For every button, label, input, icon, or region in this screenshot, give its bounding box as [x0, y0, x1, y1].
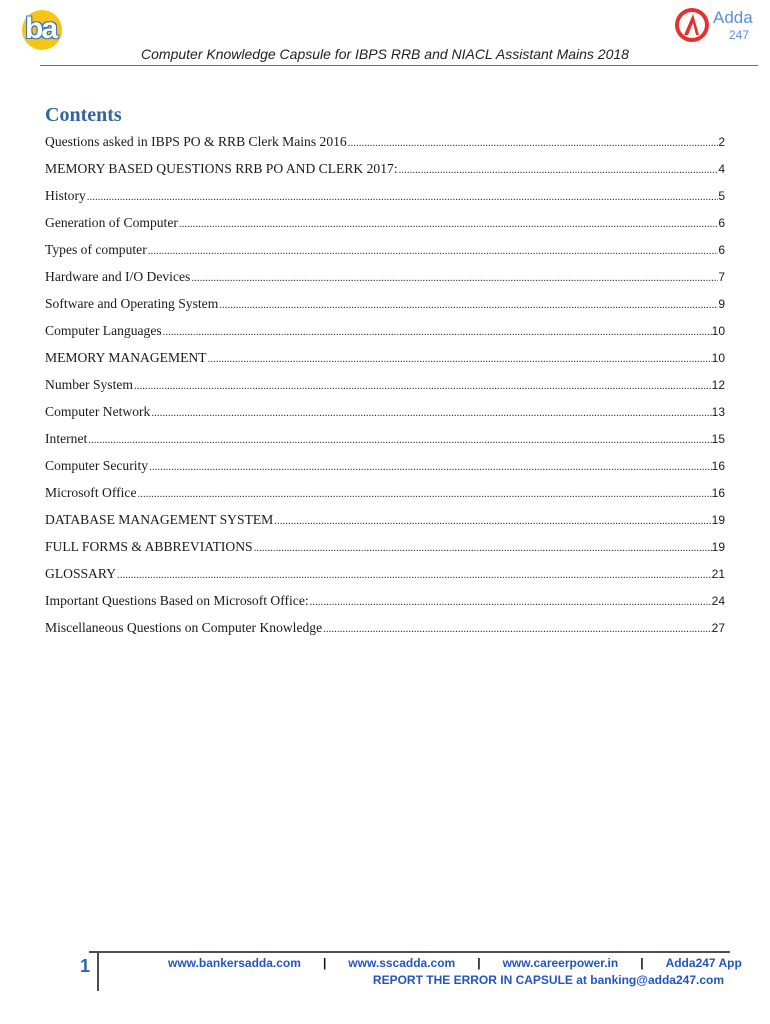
toc-entry[interactable] — [45, 155, 725, 182]
toc-entry[interactable] — [45, 371, 725, 398]
toc-entry[interactable] — [45, 452, 725, 479]
toc-entry-title[interactable]: Number System — [45, 377, 133, 392]
toc-dot-leader — [147, 238, 719, 263]
toc-entry-title[interactable]: Questions asked in IBPS PO & RRB Clerk Mains 2016 — [45, 134, 347, 149]
toc-dot-leader — [116, 562, 712, 587]
toc-entry-title[interactable]: Computer Network — [45, 404, 151, 419]
toc-entry-page[interactable]: 10 — [711, 351, 725, 365]
toc-entry-page[interactable]: 10 — [711, 324, 725, 338]
toc-entry-page[interactable]: 13 — [711, 405, 725, 419]
toc-entry-page[interactable]: 6 — [718, 216, 725, 230]
toc-dot-leader — [347, 130, 719, 155]
adda247-logo-subtext: 247 — [729, 28, 750, 42]
toc-entry-page[interactable]: 15 — [711, 432, 725, 446]
toc-entry[interactable] — [45, 614, 725, 641]
toc-entry-page[interactable]: 6 — [718, 243, 725, 257]
footer-vertical-divider — [97, 951, 99, 991]
bankersadda-logo-text: ba — [25, 12, 57, 45]
toc-entry-page[interactable]: 19 — [711, 513, 725, 527]
toc-dot-leader — [322, 616, 712, 641]
toc-entry-title[interactable]: Generation of Computer — [45, 215, 178, 230]
header-divider — [40, 65, 758, 66]
toc-dot-leader — [150, 400, 711, 425]
toc-entry[interactable] — [45, 533, 725, 560]
toc-entry-page[interactable]: 5 — [718, 189, 725, 203]
toc-entry[interactable] — [45, 560, 725, 587]
toc-entry-title[interactable]: Types of computer — [45, 242, 147, 257]
capsule-title: Computer Knowledge Capsule for IBPS RRB and NIACL Assistant Mains 2018 — [141, 46, 629, 62]
adda247-logo-text: Adda — [713, 8, 753, 27]
toc-entry-page[interactable]: 21 — [711, 567, 725, 581]
toc-entry-title[interactable]: GLOSSARY — [45, 566, 117, 581]
footer-divider — [89, 951, 730, 953]
toc-entry-title[interactable]: Hardware and I/O Devices — [45, 269, 191, 284]
toc-dot-leader — [309, 589, 712, 614]
toc-entry-page[interactable]: 7 — [718, 270, 725, 284]
toc-dot-leader — [133, 373, 712, 398]
toc-entry-title[interactable]: Miscellaneous Questions on Computer Knowledge — [45, 620, 323, 635]
table-of-contents — [45, 128, 725, 641]
toc-entry-page[interactable]: 9 — [718, 297, 725, 311]
toc-entry-title[interactable]: FULL FORMS & ABBREVIATIONS — [45, 539, 253, 554]
adda247-logo — [672, 4, 762, 46]
toc-entry-title[interactable]: History — [45, 188, 86, 203]
toc-entry-title[interactable]: MEMORY MANAGEMENT — [45, 350, 207, 365]
toc-entry-page[interactable]: 16 — [711, 486, 725, 500]
footer-separator: | — [322, 956, 327, 970]
toc-dot-leader — [136, 481, 711, 506]
toc-entry[interactable] — [45, 317, 725, 344]
report-error-notice: REPORT THE ERROR IN CAPSULE at banking@adda247.com — [372, 973, 724, 987]
toc-entry-page[interactable]: 2 — [718, 135, 725, 149]
toc-entry[interactable] — [45, 479, 725, 506]
toc-entry[interactable] — [45, 182, 725, 209]
toc-entry[interactable] — [45, 236, 725, 263]
toc-dot-leader — [86, 184, 719, 209]
link-sscadda[interactable]: www.sscadda.com — [348, 956, 456, 970]
toc-entry-title[interactable]: Computer Security — [45, 458, 149, 473]
toc-dot-leader — [207, 346, 712, 371]
toc-dot-leader — [253, 535, 712, 560]
toc-entry-page[interactable]: 19 — [711, 540, 725, 554]
toc-entry-title[interactable]: Computer Languages — [45, 323, 162, 338]
toc-entry[interactable] — [45, 290, 725, 317]
link-careerpower[interactable]: www.careerpower.in — [502, 956, 619, 970]
toc-dot-leader — [273, 508, 711, 533]
toc-entry[interactable] — [45, 425, 725, 452]
footer-links — [168, 956, 742, 970]
toc-dot-leader — [218, 292, 718, 317]
toc-dot-leader — [190, 265, 718, 290]
toc-entry-title[interactable]: Important Questions Based on Microsoft Office: — [45, 593, 309, 608]
toc-entry-title[interactable]: Software and Operating System — [45, 296, 219, 311]
toc-dot-leader — [178, 211, 718, 236]
footer-separator: | — [477, 956, 481, 970]
toc-entry-page[interactable]: 4 — [718, 162, 725, 176]
toc-entry[interactable] — [45, 506, 725, 533]
toc-entry-page[interactable]: 24 — [711, 594, 725, 608]
toc-entry-title[interactable]: MEMORY BASED QUESTIONS RRB PO AND CLERK 2017: — [45, 161, 398, 176]
contents-heading: Contents — [45, 104, 122, 126]
toc-entry-page[interactable]: 12 — [711, 378, 725, 392]
toc-entry-page[interactable]: 27 — [711, 621, 725, 635]
link-bankersadda[interactable]: www.bankersadda.com — [168, 956, 301, 970]
page-number: 1 — [80, 956, 91, 976]
toc-dot-leader — [148, 454, 712, 479]
toc-entry-page[interactable]: 16 — [711, 459, 725, 473]
toc-entry[interactable] — [45, 587, 725, 614]
toc-entry[interactable] — [45, 344, 725, 371]
toc-entry[interactable] — [45, 398, 725, 425]
bankersadda-logo — [22, 10, 62, 50]
toc-dot-leader — [87, 427, 711, 452]
toc-entry-title[interactable]: DATABASE MANAGEMENT SYSTEM — [45, 512, 274, 527]
toc-dot-leader — [162, 319, 712, 344]
footer-separator: | — [640, 956, 644, 970]
toc-entry[interactable] — [45, 209, 725, 236]
toc-entry-title[interactable]: Internet — [45, 431, 88, 446]
toc-entry[interactable] — [45, 128, 725, 155]
toc-dot-leader — [398, 157, 719, 182]
toc-entry[interactable] — [45, 263, 725, 290]
toc-entry-title[interactable]: Microsoft Office — [45, 485, 137, 500]
link-adda247-app[interactable]: Adda247 App — [665, 956, 742, 970]
